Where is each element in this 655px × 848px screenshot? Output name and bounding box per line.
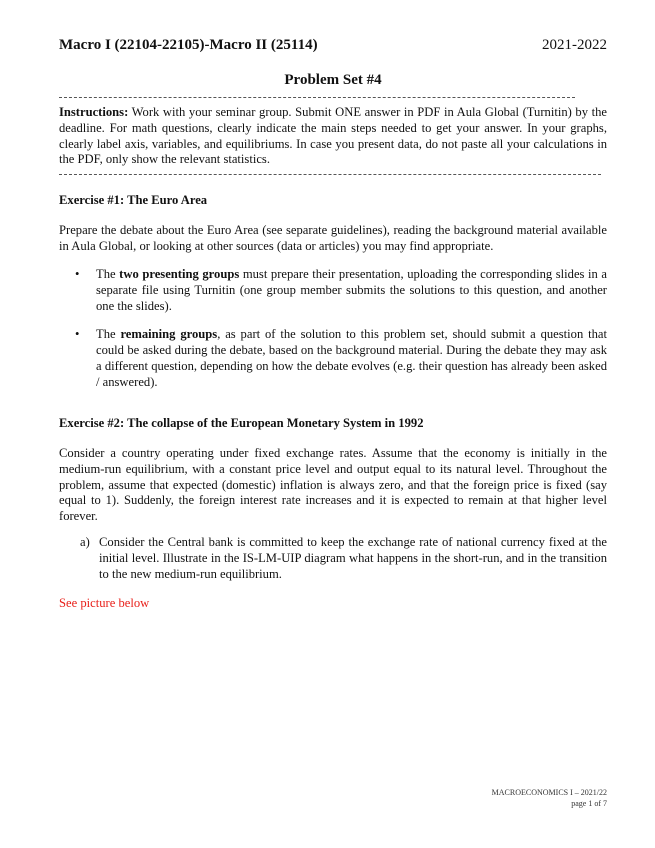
instructions-text: Work with your seminar group. Submit ONE answer in PDF in Aula Global (Turnitin) by the deadline. For math questions, clearly indicate the main steps needed to get your answer. In your graphs, clearly label axis, variables, and equilibriums. In case you present data, do not paste all your calculations in the PDF, only show the relevant statistics. xyxy=(59,105,607,167)
page-footer xyxy=(492,787,607,809)
instructions-label: Instructions: xyxy=(59,105,129,119)
page-number: page 1 of 7 xyxy=(571,799,607,808)
exercise1-heading: Exercise #1: The Euro Area xyxy=(59,193,208,207)
exercise1-intro: Prepare the debate about the Euro Area (see separate guidelines), reading the background material available in Aula Global, or looking at other sources (data or articles) you may find appropriate. xyxy=(59,223,607,253)
list-item xyxy=(59,267,607,314)
text: The xyxy=(96,327,121,342)
document-header xyxy=(59,38,607,54)
emphasis: remaining groups xyxy=(120,327,218,342)
emphasis: two presenting groups xyxy=(119,267,240,281)
divider xyxy=(59,97,575,98)
answer-note: See picture below xyxy=(59,596,150,610)
text: must prepare their presentation, uploading the corresponding slides in a separate file using Turnitin (one group member submits the solutions to this question, and another one the slides). xyxy=(96,267,607,313)
part-a-text: Consider the Central bank is committed to keep the exchange rate of national currency fixed at the initial level. Illustrate in the IS-LM-UIP diagram what happens in the short-run, and in the transition to the new medium-run equilibrium. xyxy=(99,535,607,581)
academic-year: 2021-2022 xyxy=(542,37,607,53)
instructions xyxy=(59,105,607,168)
page-title: Problem Set #4 xyxy=(284,72,382,88)
part-a-label: a) xyxy=(80,535,90,549)
divider xyxy=(59,174,601,175)
exercise1-bullets xyxy=(59,267,607,391)
exercise2-intro: Consider a country operating under fixed exchange rates. Assume that the economy is initially in the medium-run equilibrium, with a constant price level and output equal to its natural level. Throughout the problem, assume that expected (domestic) inflation is always zero, and that the foreign price is fixed (say equal to 1). Suddenly, the foreign interest rate increases and it is expected to remain at that higher level forever. xyxy=(59,446,607,524)
text: The xyxy=(96,267,120,281)
exercise2-heading: Exercise #2: The collapse of the European Monetary System in 1992 xyxy=(59,416,424,430)
exercise2-part-a xyxy=(59,535,607,582)
text: , as part of the solution to this problem set, should submit a question that could be asked during the debate, based on the background material. During the debate they may ask a different question, depending on how the debate evolves (e.g. their question has already been asked / answered). xyxy=(96,327,607,389)
bullet-icon: • xyxy=(75,327,80,342)
list-item xyxy=(59,327,607,390)
footer-course: MACROECONOMICS I – 2021/22 xyxy=(491,788,607,797)
course-title: Macro I (22104-22105)-Macro II (25114) xyxy=(59,37,318,53)
bullet-icon: • xyxy=(75,267,80,281)
